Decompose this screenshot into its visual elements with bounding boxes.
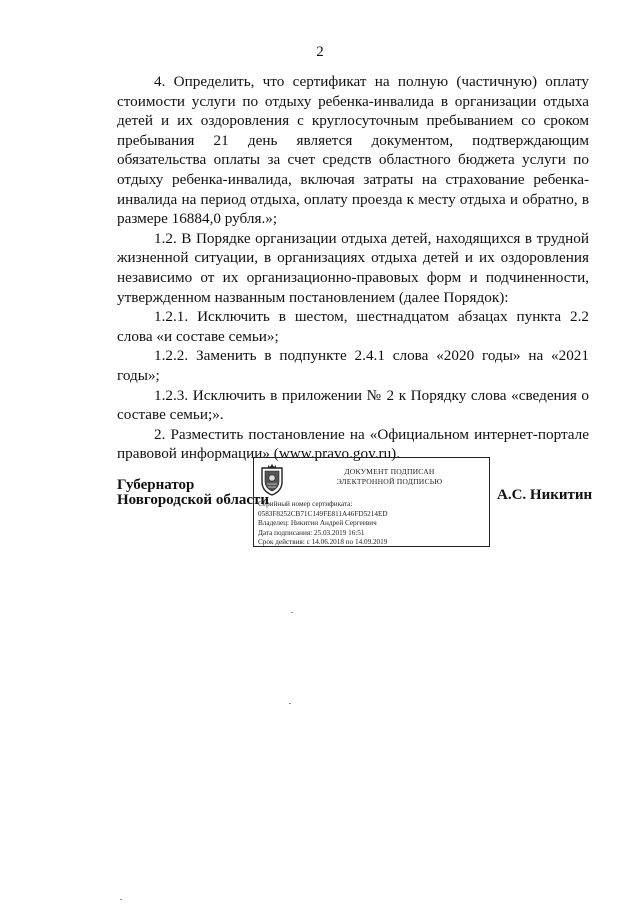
paragraph-2: 2. Разместить постановление на «Официальном интернет-портале правовой информации» (www.pravo.gov.ru). <box>117 425 589 463</box>
coat-of-arms-icon <box>259 462 285 496</box>
stamp-validity: Срок действия: с 14.06.2018 по 14.09.2019 <box>258 538 388 546</box>
stamp-header <box>294 467 485 487</box>
scan-speck <box>120 899 122 900</box>
paragraph-item-4: 4. Определить, что сертификат на полную (частичную) оплату стоимости услуги по отдыху ребенка-инвалида в организации отдыха детей и их оздоровления с круглосуточным пребыванием со сроком пребывания 21 день является документом, подтверждающим обязательства оплаты за счет средств областного бюджета услуги по отдыху ребенка-инвалида, включая затраты на страхование ребенка-инвалида на период отдыха, оплату проезда к месту отдыха и обратно, в размере 16884,0 рубля.»; <box>117 73 589 228</box>
signatory-position-line1: Губернатор <box>117 477 195 493</box>
signatory-position <box>117 478 269 508</box>
scan-speck <box>289 703 291 704</box>
page-number: 2 <box>316 44 324 60</box>
stamp-serial-value: 0583F8252CB71C149FE811A46FD5214ED <box>258 509 388 518</box>
paragraph-1-2: 1.2. В Порядке организации отдыха детей, находящихся в трудной жизненной ситуации, в организациях отдыха детей и их оздоровления независимо от их организационно-правовых форм и подчиненности, утвержденном названным постановлением (далее Порядок): <box>117 229 589 306</box>
stamp-header-line1: ДОКУМЕНТ ПОДПИСАН <box>344 467 435 476</box>
paragraph-1-2-3: 1.2.3. Исключить в приложении № 2 к Порядку слова «сведения о составе семьи;». <box>117 386 589 424</box>
electronic-signature-stamp <box>253 457 490 547</box>
stamp-header-line2: ЭЛЕКТРОННОЙ ПОДПИСЬЮ <box>336 477 443 486</box>
stamp-serial-label: Серийный номер сертификата: <box>258 500 353 508</box>
paragraph-1-2-1: 1.2.1. Исключить в шестом, шестнадцатом абзацах пункта 2.2 слова «и составе семьи»; <box>117 308 589 345</box>
signatory-name: А.С. Никитин <box>497 487 593 503</box>
document-body <box>117 72 589 464</box>
scan-speck <box>291 612 293 613</box>
stamp-signed-date: Дата подписания: 25.03.2019 16:51 <box>258 528 365 537</box>
paragraph-1-2-2: 1.2.2. Заменить в подпункте 2.4.1 слова «2020 годы» на «2021 годы»; <box>117 347 589 384</box>
signatory-position-line2: Новгородской области <box>117 492 270 508</box>
stamp-details <box>258 500 485 548</box>
stamp-owner: Владелец: Никитин Андрей Сергеевич <box>258 519 377 527</box>
